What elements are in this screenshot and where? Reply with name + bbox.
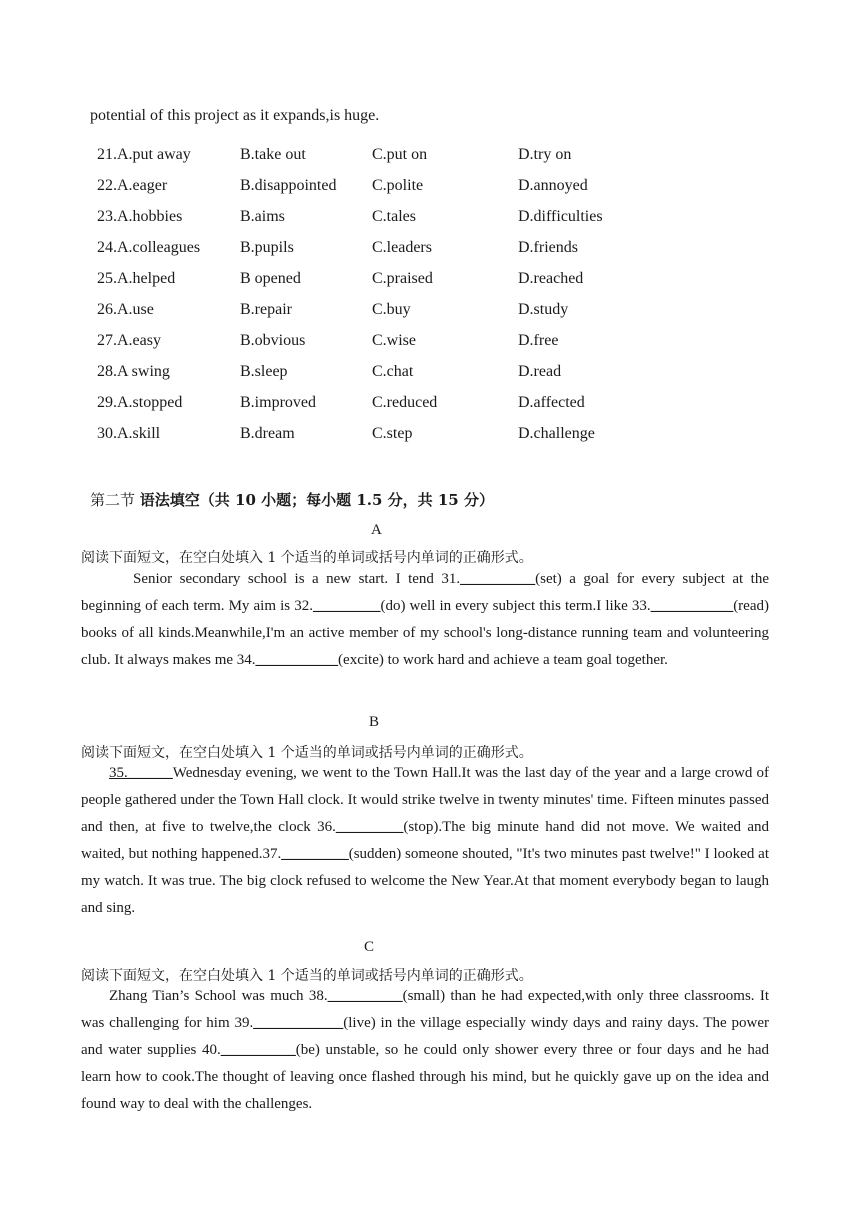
option-c: C.polite bbox=[372, 177, 424, 194]
option-c: C.put on bbox=[372, 146, 428, 163]
option-b: B.improved bbox=[240, 394, 316, 411]
blank-38[interactable]: __________ bbox=[327, 988, 403, 1004]
option-b: B.aims bbox=[240, 208, 285, 225]
option-a: 24.A.colleagues bbox=[97, 239, 201, 256]
passage-text: (set) a goal for every subject at the beginning of each term. My aim is 32. bbox=[81, 571, 769, 614]
option-b: B.dream bbox=[240, 425, 295, 442]
section-prefix: 第二节 bbox=[90, 491, 140, 509]
blank-34[interactable]: ___________ bbox=[255, 652, 339, 668]
part-b-letter: B bbox=[369, 714, 380, 730]
option-c: C.buy bbox=[372, 301, 411, 318]
passage-text: (small) than he had expected,with only three classrooms. It was challenging for him 39. bbox=[81, 988, 770, 1031]
option-b: B.obvious bbox=[240, 332, 306, 349]
passage-text: Zhang Tian’s School was much 38. bbox=[109, 988, 328, 1004]
passage-text: (stop).The big minute hand did not move. We waited and waited, but nothing happened.37. bbox=[81, 819, 769, 862]
blank-39[interactable]: ____________ bbox=[253, 1015, 344, 1031]
option-d: D.friends bbox=[518, 239, 578, 256]
option-b: B.sleep bbox=[240, 363, 288, 380]
option-d: D.read bbox=[518, 363, 562, 380]
part-c-instruction: 阅读下面短文，在空白处填入 1 个适当的单词或括号内单词的正确形式。 bbox=[81, 968, 533, 984]
passage-text: (live) in the village especially windy days and rainy days. The power and water supplies 40. bbox=[81, 1015, 769, 1058]
option-a: 22.A.eager bbox=[97, 177, 168, 194]
part-a-instruction: 阅读下面短文，在空白处填入 1 个适当的单词或括号内单词的正确形式。 bbox=[81, 550, 533, 566]
blank-36[interactable]: _________ bbox=[335, 819, 404, 835]
option-a: 21.A.put away bbox=[97, 146, 191, 163]
passage-text: Senior secondary school is a new start. I tend 31. bbox=[133, 571, 461, 587]
blank-35[interactable]: 35.______ bbox=[109, 765, 173, 781]
option-c: C.praised bbox=[372, 270, 433, 287]
option-c: C.chat bbox=[372, 363, 414, 380]
passage-text: Wednesday evening, we went to the Town Hall.It was the last day of the year and a large crowd of people gathered under the Town Hall clock. It would strike twelve in twenty minutes' time. Fifteen minutes passed and then, at five to twelve,the clock 36. bbox=[81, 765, 769, 835]
passage-text: (read) books of all kinds.Meanwhile,I'm an active member of my school's long-distance running team and volunteering club. It always makes me 34. bbox=[81, 598, 769, 668]
option-d: D.difficulties bbox=[518, 208, 603, 225]
option-c: C.tales bbox=[372, 208, 416, 225]
option-d: D.study bbox=[518, 301, 569, 318]
option-d: D.affected bbox=[518, 394, 585, 411]
option-d: D.free bbox=[518, 332, 559, 349]
part-a-passage bbox=[81, 566, 769, 674]
option-a: 26.A.use bbox=[97, 301, 154, 318]
option-a: 25.A.helped bbox=[97, 270, 176, 287]
option-c: C.wise bbox=[372, 332, 416, 349]
option-a: 29.A.stopped bbox=[97, 394, 183, 411]
section-heading: 语法填空（共 10 小题；每小题 1.5 分，共 15 分） bbox=[139, 491, 494, 509]
option-a: 27.A.easy bbox=[97, 332, 161, 349]
option-a: 28.A swing bbox=[97, 363, 170, 380]
part-c-passage bbox=[81, 983, 769, 1118]
option-a: 23.A.hobbies bbox=[97, 208, 183, 225]
option-b: B.take out bbox=[240, 146, 306, 163]
option-c: C.leaders bbox=[372, 239, 432, 256]
option-d: D.annoyed bbox=[518, 177, 588, 194]
option-d: D.try on bbox=[518, 146, 572, 163]
part-a-letter: A bbox=[371, 522, 382, 538]
blank-37[interactable]: _________ bbox=[281, 846, 349, 862]
option-c: C.reduced bbox=[372, 394, 438, 411]
passage-text: (sudden) someone shouted, "It's two minutes past twelve!" I looked at my watch. It was true. The big clock refused to welcome the New Year.At that moment everybody began to laugh and sing. bbox=[81, 846, 769, 916]
option-c: C.step bbox=[372, 425, 413, 442]
blank-33[interactable]: ___________ bbox=[650, 598, 734, 614]
blank-31[interactable]: __________ bbox=[460, 571, 536, 587]
passage-text: (be) unstable, so he could only shower every three or four days and he had learn how to cook.The thought of leaving once flashed through his mind, but he quickly gave up on the idea and found way to deal with the challenges. bbox=[81, 1042, 769, 1112]
option-d: D.challenge bbox=[518, 425, 595, 442]
option-d: D.reached bbox=[518, 270, 584, 287]
option-b: B.repair bbox=[240, 301, 292, 318]
part-c-letter: C bbox=[364, 939, 375, 955]
blank-32[interactable]: _________ bbox=[312, 598, 381, 614]
option-b: B.disappointed bbox=[240, 177, 337, 194]
option-a: 30.A.skill bbox=[97, 425, 161, 442]
option-b: B.pupils bbox=[240, 239, 294, 256]
option-b: B opened bbox=[240, 270, 301, 287]
blank-40[interactable]: __________ bbox=[220, 1042, 296, 1058]
passage-text: (excite) to work hard and achieve a team goal together. bbox=[338, 652, 668, 668]
part-b-instruction: 阅读下面短文，在空白处填入 1 个适当的单词或括号内单词的正确形式。 bbox=[81, 745, 533, 761]
intro-line: potential of this project as it expands,is huge. bbox=[90, 107, 380, 124]
part-b-passage bbox=[81, 760, 769, 922]
passage-text: (do) well in every subject this term.I like 33. bbox=[380, 598, 651, 614]
section-title bbox=[90, 489, 494, 510]
